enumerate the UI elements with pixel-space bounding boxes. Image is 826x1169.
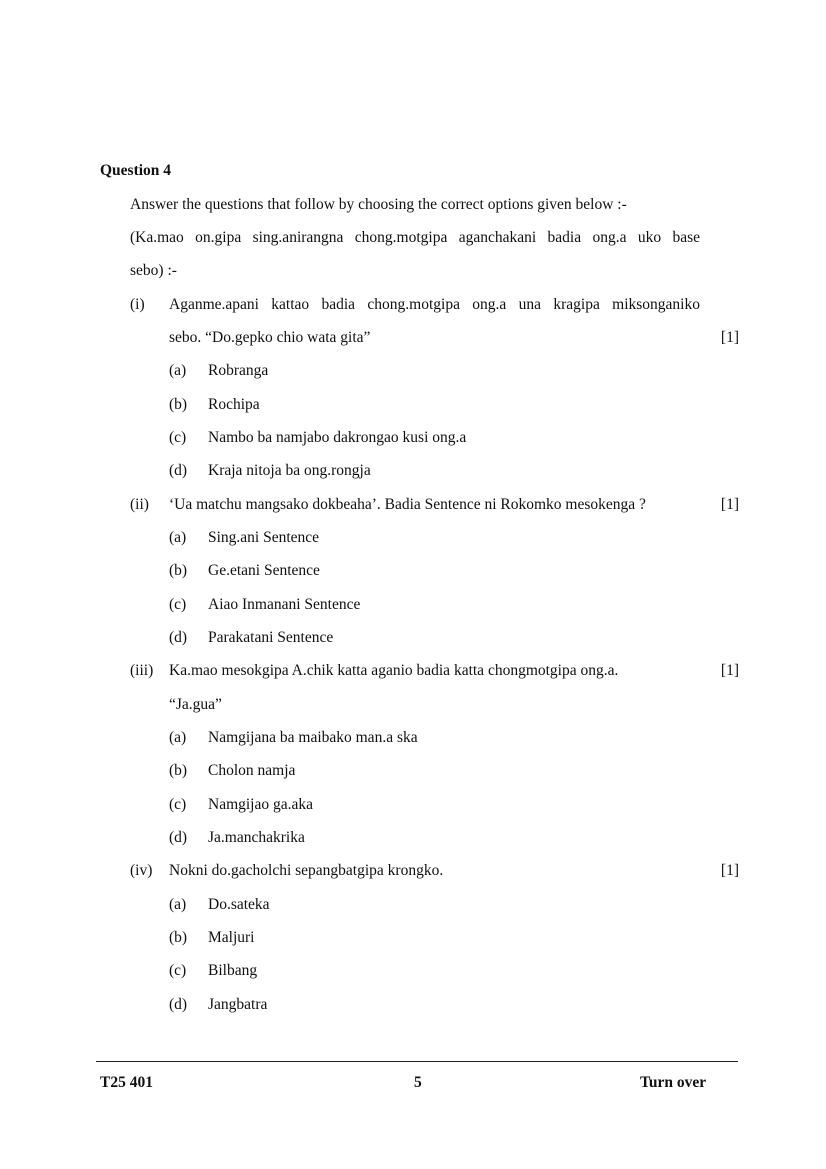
option-letter: (c) <box>169 962 187 979</box>
marks-badge: [1] <box>720 496 739 513</box>
option-letter: (c) <box>169 429 187 446</box>
option-text: Ja.manchakrika <box>208 829 305 846</box>
option-text: Sing.ani Sentence <box>208 529 320 546</box>
option-letter: (b) <box>169 562 188 579</box>
item-text-line1: Nokni do.gacholchi sepangbatgipa krongko. <box>169 862 444 879</box>
item-text-line1: ‘Ua matchu mangsako dokbeaha’. Badia Sentence ni Rokomko mesokenga ? <box>169 496 646 513</box>
option-text: Bilbang <box>208 962 258 979</box>
option-letter: (a) <box>169 896 187 913</box>
option-text: Ge.etani Sentence <box>208 562 320 579</box>
option-text: Parakatani Sentence <box>208 629 334 646</box>
option-text: Robranga <box>208 362 269 379</box>
option-letter: (c) <box>169 796 187 813</box>
option-text: Do.sateka <box>208 896 270 913</box>
item-text-line2: “Ja.gua” <box>169 696 222 713</box>
option-letter: (c) <box>169 596 187 613</box>
item-number: (iv) <box>130 862 153 879</box>
item-text-line2: sebo. “Do.gepko chio wata gita” <box>169 329 371 346</box>
option-letter: (a) <box>169 729 187 746</box>
option-text: Namgijana ba maibako man.a ska <box>208 729 418 746</box>
footer-divider <box>96 1061 738 1062</box>
option-text: Kraja nitoja ba ong.rongja <box>208 462 371 479</box>
option-text: Jangbatra <box>208 996 268 1013</box>
option-letter: (d) <box>169 829 188 846</box>
option-letter: (b) <box>169 929 188 946</box>
marks-badge: [1] <box>720 329 739 346</box>
page-number: 5 <box>414 1074 422 1091</box>
question-title: Question 4 <box>100 162 172 179</box>
option-letter: (b) <box>169 762 188 779</box>
item-number: (iii) <box>130 662 154 679</box>
option-letter: (a) <box>169 362 187 379</box>
instruction-garo-line2: sebo) :- <box>130 262 177 279</box>
option-letter: (d) <box>169 996 188 1013</box>
option-letter: (d) <box>169 462 188 479</box>
item-number: (ii) <box>130 496 149 513</box>
option-text: Cholon namja <box>208 762 296 779</box>
option-text: Maljuri <box>208 929 255 946</box>
paper-code: T25 401 <box>100 1074 153 1091</box>
marks-badge: [1] <box>720 662 739 679</box>
item-number: (i) <box>130 296 145 313</box>
option-text: Nambo ba namjabo dakrongao kusi ong.a <box>208 429 467 446</box>
instruction-garo-line1: (Ka.mao on.gipa sing.anirangna chong.motgipa aganchakani badia ong.a uko base <box>130 229 700 246</box>
option-text: Rochipa <box>208 396 260 413</box>
item-text-line1: Ka.mao mesokgipa A.chik katta aganio badia katta chongmotgipa ong.a. <box>169 662 619 679</box>
option-letter: (b) <box>169 396 188 413</box>
turn-over-label: Turn over <box>640 1074 707 1091</box>
instruction-english: Answer the questions that follow by choosing the correct options given below :- <box>130 196 627 213</box>
option-text: Namgijao ga.aka <box>208 796 314 813</box>
marks-badge: [1] <box>720 862 739 879</box>
option-text: Aiao Inmanani Sentence <box>208 596 361 613</box>
option-letter: (a) <box>169 529 187 546</box>
option-letter: (d) <box>169 629 188 646</box>
item-text-line1: Aganme.apani kattao badia chong.motgipa ong.a una kragipa miksonganiko <box>169 296 700 313</box>
